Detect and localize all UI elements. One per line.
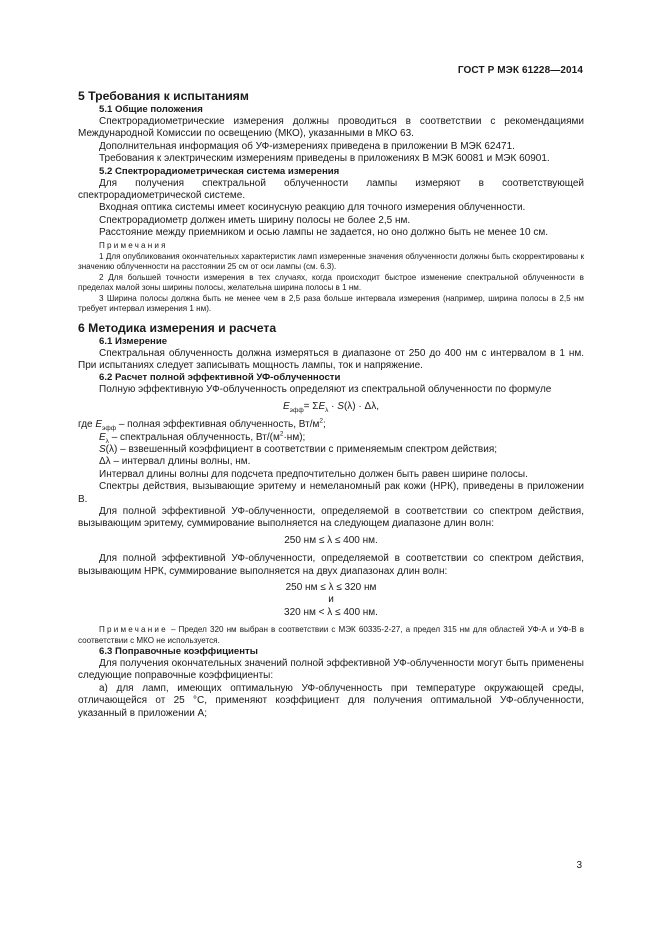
range-nmsc-1: 250 нм ≤ λ ≤ 320 нм bbox=[285, 582, 377, 593]
section-6-3-title: 6.3 Поправочные коэффициенты bbox=[99, 646, 258, 658]
definition-1: где $E_{эфф}$ – полная эффективная облученность, $Вт/м^2$; bbox=[78, 417, 326, 433]
section-6-2-title: 6.2 Расчет полной эффективной УФ-облученности bbox=[99, 372, 341, 384]
definition-2: $E_\lambda$ – спектральная облученность, $Вт/(м^2\cdot нм)$; bbox=[99, 430, 306, 445]
paragraph: Входная оптика системы имеет косинусную реакцию для точного измерения облученности. bbox=[99, 202, 526, 214]
section-6-title: 6 Методика измерения и расчета bbox=[78, 320, 277, 335]
note-2: 2 Для большей точности измерения в тех случаях, когда происходит быстрое изменение спектральной облученности в пределах малой зоны ширины полосы, желательна ширина полосы в 1 нм. bbox=[78, 272, 584, 293]
section-6-1-title: 6.1 Измерение bbox=[99, 335, 168, 347]
notes-heading: Примечания bbox=[99, 240, 168, 250]
definition-4: Δλ – интервал длины волны, нм. bbox=[99, 456, 251, 468]
list-item-a: а) для ламп, имеющих оптимальную УФ-облученность при температуре окружающей среды, отличающейся от 25 °С, применяют коэффициент для получения оптимальной УФ-облученности, указанный в приложении А; bbox=[78, 682, 584, 719]
paragraph: Для полной эффективной УФ-облученности, определяемой в соответствии со спектром действия, вызывающим эритему, суммирование выполняется на следующем диапазоне длин волн: bbox=[78, 505, 584, 530]
definition-3: S(λ) – взвешенный коэффициент в соответствии с применяемым спектром действия; bbox=[99, 443, 498, 455]
paragraph: Спектры действия, вызывающие эритему и немеланомный рак кожи (НРК), приведены в приложении В. bbox=[78, 481, 584, 505]
note-3: 3 Ширина полосы должна быть не менее чем в 2,5 раза больше интервала измерения (например, ширина полосы в 2,5 нм требует интервал измерения 1 нм). bbox=[78, 293, 584, 314]
paragraph: Для получения окончательных значений полной эффективной УФ-облученности могут быть применены следующие поправочные коэффициенты: bbox=[78, 658, 584, 682]
section-5-title: 5 Требования к испытаниям bbox=[78, 89, 249, 103]
page-number: 3 bbox=[576, 860, 582, 871]
range-erythema: 250 нм ≤ λ ≤ 400 нм. bbox=[284, 534, 378, 546]
standard-header: ГОСТ Р МЭК 61228—2014 bbox=[457, 65, 583, 76]
range-nmsc-and: и bbox=[328, 594, 334, 606]
paragraph: Дополнительная информация об УФ-измерениях приведена в приложении В МЭК 62471. bbox=[99, 140, 515, 152]
paragraph: Требования к электрическим измерениям приведены в приложениях В МЭК 60081 и МЭК 60901. bbox=[99, 153, 550, 165]
paragraph: Для получения спектральной облученности лампы измеряют в соответствующей спектрорадиометрической системе. bbox=[78, 177, 584, 202]
paragraph: Спектральная облученность должна измеряться в диапазоне от 250 до 400 нм с интервалом в 1 нм. При испытаниях следует записывать мощность лампы, ток и напряжение. bbox=[78, 347, 584, 371]
paragraph: Расстояние между приемником и осью лампы не задается, но оно должно быть не менее 10 см. bbox=[99, 227, 548, 239]
paragraph: Спектрорадиометрические измерения должны проводиться в соответствии с рекомендациями Международной Комиссии по освещению (МКО), указанными в МКО 63. bbox=[78, 116, 584, 140]
paragraph: Спектрорадиометр должен иметь ширину полосы не более 2,5 нм. bbox=[99, 214, 411, 226]
section-5-1-title: 5.1 Общие положения bbox=[99, 104, 203, 115]
page-content bbox=[78, 89, 584, 720]
paragraph: Полную эффективную УФ-облученность определяют из спектральной облученности по формуле bbox=[99, 384, 552, 396]
paragraph: Интервал длины волны для подсчета предпочтительно должен быть равен ширине полосы. bbox=[99, 468, 528, 480]
range-nmsc-2: 320 нм < λ ≤ 400 нм. bbox=[284, 606, 378, 618]
paragraph: Для полной эффективной УФ-облученности, определяемой в соответствии со спектром действия, вызывающим НРК, суммирование выполняется на двух диапазонах длин волн: bbox=[78, 553, 584, 577]
section-5-2-title: 5.2 Спектрорадиометрическая система измерения bbox=[99, 165, 340, 177]
effective-irradiance-formula: $E_{эфф}= \Sigma E_\lambda \cdot S(\lambda) \cdot \Delta\lambda$, bbox=[282, 400, 379, 414]
note-range: Примечание – Предел 320 нм выбран в соответствии с МЭК 60335-2-27, а предел 315 нм для областей УФ-А и УФ-В в соответствии с МКО не используется. bbox=[78, 625, 584, 645]
note-1: 1 Для опубликования окончательных характеристик ламп измеренные значения облученности должны быть скорректированы к значению облученности на расстоянии 25 см от оси лампы (см. 6.3). bbox=[78, 252, 584, 272]
